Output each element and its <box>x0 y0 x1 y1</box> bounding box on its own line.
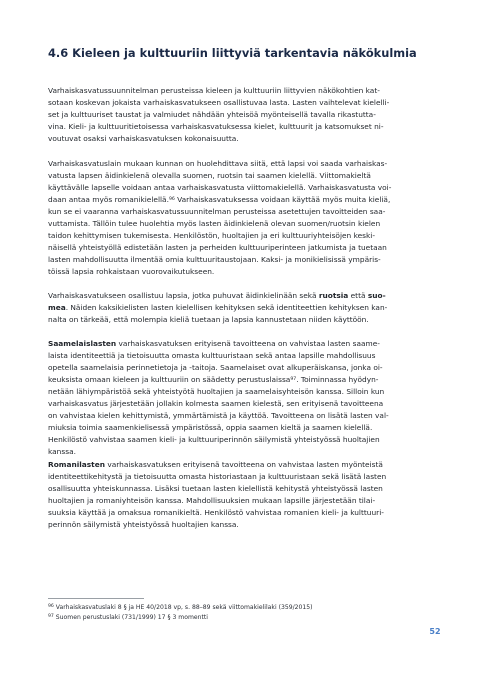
paragraph-intro <box>48 85 438 145</box>
text-line: näisellä yhteistyöllä edistetään lasten ja perheiden kulttuuriperinteen jatkumista ja tuetaan <box>48 243 387 253</box>
text-line <box>48 338 438 350</box>
text-line: perinnön säilymistä yhteistyössä huoltajien kanssa. <box>48 520 239 530</box>
footnote-ref-96[interactable]: 96 <box>168 196 175 202</box>
text-line <box>48 374 438 386</box>
section-heading: 4.6 Kieleen ja kulttuuriin liittyviä tarkentavia näkökulmia <box>48 46 417 60</box>
text-line: osallisuutta yhteiskunnassa. Lisäksi tuetaan lasten kielellistä kehitystä yhteistyössä lasten <box>48 484 383 494</box>
bold-term: suo- <box>367 291 386 300</box>
text-line: netään lähiympäristöä sekä yhteistyötä huoltajien ja saamelaisyhteisön kanssa. Silloin kun <box>48 387 385 397</box>
text-line: Varhaiskasvatuslain mukaan kunnan on huolehdittava siitä, että lapsi voi saada varhaiskas- <box>48 159 388 168</box>
text-line: miuksia toimia saamenkielisessä ympäristössä, oppia saamen kieltä ja saamen kielellä. <box>48 423 373 433</box>
paragraph-law <box>48 158 438 278</box>
paragraph-sami <box>48 338 438 458</box>
text-line: voutuvat osaksi varhaiskasvatuksen kokonaisuutta. <box>48 134 239 144</box>
footnote-number: 97 <box>48 613 54 619</box>
text-run: varhaiskasvatuksen erityisenä tavoitteena on vahvistaa lasten myönteistä <box>104 460 383 469</box>
text-line: Henkilöstö vahvistaa saamen kieli- ja kulttuuriperinnön säilymistä yhteistyössä huoltajien <box>48 435 380 445</box>
text-line <box>48 459 438 471</box>
text-line: vuttamista. Tällöin tulee huolehtia myös lasten äidinkielenä olevan suomen/ruotsin kielen <box>48 219 381 229</box>
text-line: on vahvistaa kielen kehittymistä, ymmärtämistä ja käyttöä. Tavoitteena on lisätä lasten val- <box>48 411 389 421</box>
text-line <box>48 302 438 314</box>
footnote-divider <box>48 598 144 599</box>
paragraph-roma <box>48 459 438 531</box>
text-run: daan antaa myös romanikielellä. <box>48 195 169 205</box>
text-run: . Näiden kaksikielisten lasten kielellisen kehityksen sekä identiteettien kehityksen kan- <box>65 303 388 313</box>
footnote-ref-97[interactable]: 97 <box>290 376 297 382</box>
footnote-text: Suomen perustuslaki (731/1999) 17 § 3 momentti <box>53 614 208 621</box>
text-line: taidon kehittymisen tukemisesta. Henkilöstön, huoltajien ja eri kulttuuriyhteisöjen keski- <box>48 231 375 241</box>
text-run: keuksista omaan kieleen ja kulttuuriin on säädetty perustuslaissa <box>48 375 291 385</box>
text-line <box>48 290 438 302</box>
text-line: identiteettikehitystä ja tietoisuutta omasta historiastaan ja kulttuuristaan sekä lisätä lasten <box>48 472 387 482</box>
text-line: kanssa. <box>48 447 76 457</box>
text-line: käyttävälle lapselle voidaan antaa varhaiskasvatusta viittomakielellä. Varhaiskasvatusta voi- <box>48 183 392 193</box>
text-line: kun se ei vaaranna varhaiskasvatussuunnitelman perusteissa asetettujen tavoitteiden saa- <box>48 207 386 217</box>
text-run: . Toiminnassa hyödyn- <box>296 375 379 385</box>
text-line: varhaiskasvatus järjestetään jollakin kolmesta saamen kielestä, sen erityisenä tavoitteena <box>48 399 384 409</box>
text-line: opetella saamelaisia perinnetietoja ja -taitoja. Saamelaiset ovat alkuperäiskansa, jonka oi- <box>48 363 383 373</box>
footnote-text: Varhaiskasvatuslaki 8 § ja HE 40/2018 vp, s. 88–89 sekä viittomakielilaki (359/2015) <box>53 604 313 611</box>
text-run: Varhaiskasvatuksessa voidaan käyttää myös muita kieliä, <box>174 195 391 205</box>
page-number: 52 <box>429 627 441 636</box>
text-line <box>48 194 438 206</box>
text-line: set ja kulttuuriset taustat ja valmiudet nähdään yhteisöä myönteisellä tavalla rikastutta- <box>48 110 376 120</box>
text-line: vina. Kieli- ja kulttuuritietoisessa varhaiskasvatuksessa kielet, kulttuurit ja katsomukset ni- <box>48 122 384 132</box>
text-line: töissä lapsia rohkaistaan vuorovaikutukseen. <box>48 267 215 277</box>
paragraph-bilingual <box>48 290 438 326</box>
text-line: sotaan koskevan jokaista varhaiskasvatukseen osallistuvaa lasta. Lasten vaihtelevat kielelli- <box>48 98 390 108</box>
footnote-96 <box>48 603 313 612</box>
text-line: lasten mahdollisuutta ilmentää omia kulttuuritaustojaan. Kaksi- ja monikielisissä ympäris- <box>48 255 381 265</box>
text-line: nalta on tärkeää, että molempia kieliä tuetaan ja lapsia kannustetaan niiden käyttöön. <box>48 315 369 325</box>
text-line: laista identiteettiä ja tietoisuutta omasta kulttuuristaan sekä antaa lapsille mahdollisuus <box>48 351 376 361</box>
text-run: että <box>348 291 368 300</box>
text-run: Varhaiskasvatukseen osallistuu lapsia, jotka puhuvat äidinkielinään sekä <box>48 291 319 300</box>
bold-term: Saamelaislasten <box>48 339 117 348</box>
footnote-number: 96 <box>48 603 54 609</box>
text-line: Varhaiskasvatussuunnitelman perusteissa kieleen ja kulttuuriin liittyvien näkökohtien kat- <box>48 86 380 95</box>
bold-term: ruotsia <box>318 291 349 300</box>
text-line: huoltajien ja romaniyhteisön kanssa. Mahdollisuuksien mukaan lapsille järjestetään tilai- <box>48 496 376 506</box>
text-line: suuksia käyttää ja omaksua romanikieltä. Henkilöstö vahvistaa romanien kieli- ja kulttuuri- <box>48 508 384 518</box>
bold-term: mea <box>48 303 66 313</box>
footnote-97 <box>48 613 208 622</box>
text-line: vatusta lapsen äidinkielenä olevalla suomen, ruotsin tai saamen kielellä. Viittomakieltä <box>48 171 371 181</box>
text-run: varhaiskasvatuksen erityisenä tavoitteena on vahvistaa lasten saame- <box>116 339 380 348</box>
bold-term: Romanilasten <box>48 460 105 469</box>
